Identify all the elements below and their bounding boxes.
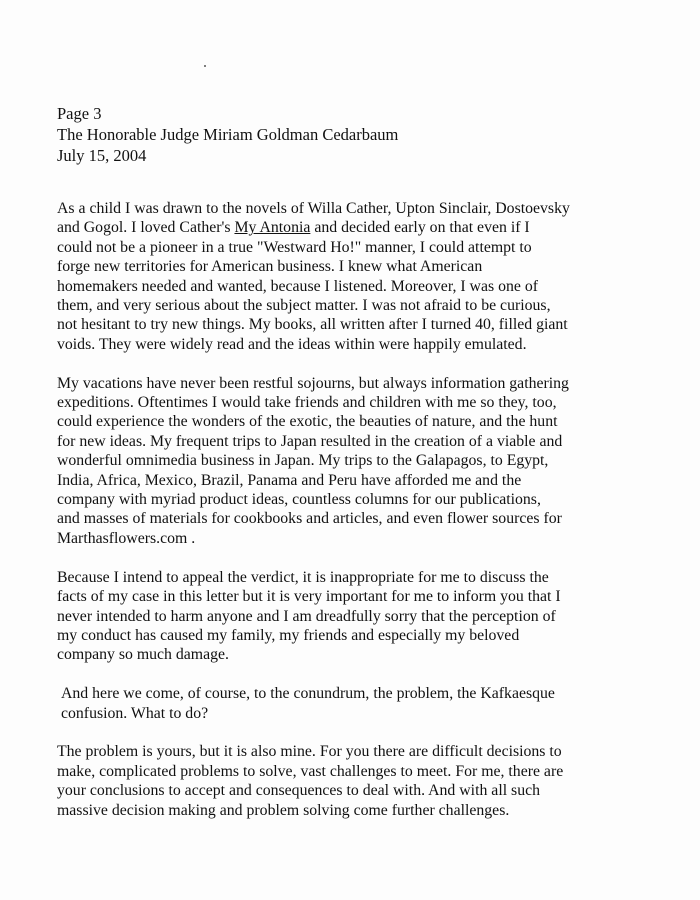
text-line: and masses of materials for cookbooks and articles, and even flower sources for bbox=[57, 510, 562, 528]
text-line: never intended to harm anyone and I am dreadfully sorry that the perception of bbox=[57, 607, 556, 625]
text-line: wonderful omnimedia business in Japan. My trips to the Galapagos, to Egypt, bbox=[57, 452, 549, 470]
text-line: company with myriad product ideas, countless columns for our publications, bbox=[57, 491, 541, 509]
text-line: could not be a pioneer in a true "Westward Ho!" manner, I could attempt to bbox=[57, 238, 532, 256]
text-line: India, Africa, Mexico, Brazil, Panama and Peru have afforded me and the bbox=[57, 471, 522, 489]
recipient-line: The Honorable Judge Miriam Goldman Cedarbaum bbox=[57, 125, 399, 144]
text-line: company so much damage. bbox=[57, 646, 229, 664]
text-line: expeditions. Oftentimes I would take friends and children with me so they, too, bbox=[57, 394, 557, 412]
book-title: My Antonia bbox=[234, 219, 311, 237]
letter-body bbox=[57, 199, 667, 839]
text-line: could experience the wonders of the exotic, the beauties of nature, and the hunt bbox=[57, 413, 558, 431]
text-line: make, complicated problems to solve, vast challenges to meet. For me, there are bbox=[57, 762, 564, 780]
text-line: voids. They were widely read and the ideas within were happily emulated. bbox=[57, 335, 527, 353]
text-line: your conclusions to accept and consequences to deal with. And with all such bbox=[57, 782, 541, 800]
paragraph-5 bbox=[57, 742, 667, 820]
text-line: Marthasflowers.com . bbox=[57, 529, 196, 547]
scan-speck bbox=[204, 65, 206, 67]
text-segment: and Gogol. I loved Cather's bbox=[57, 219, 235, 237]
paragraph-1 bbox=[57, 199, 667, 354]
page-number: Page 3 bbox=[57, 104, 102, 123]
text-line: Because I intend to appeal the verdict, it is inappropriate for me to discuss the bbox=[57, 568, 549, 586]
text-line: And here we come, of course, to the conundrum, the problem, the Kafkaesque bbox=[61, 685, 555, 703]
letter-date: July 15, 2004 bbox=[57, 146, 147, 165]
paragraph-2 bbox=[57, 374, 667, 549]
text-line: The problem is yours, but it is also mine. For you there are difficult decisions to bbox=[57, 743, 562, 761]
paragraph-4 bbox=[57, 684, 667, 723]
letter-header bbox=[57, 103, 398, 166]
text-line: massive decision making and problem solving come further challenges. bbox=[57, 801, 510, 819]
text-line: them, and very serious about the subject matter. I was not afraid to be curious, bbox=[57, 297, 551, 315]
text-line bbox=[57, 218, 667, 237]
text-line: my conduct has caused my family, my friends and especially my beloved bbox=[57, 626, 520, 644]
paragraph-3 bbox=[57, 568, 667, 665]
text-line: facts of my case in this letter but it is very important for me to inform you that I bbox=[57, 588, 561, 606]
text-line: forge new territories for American business. I knew what American bbox=[57, 258, 483, 276]
text-line: As a child I was drawn to the novels of Willa Cather, Upton Sinclair, Dostoevsky bbox=[57, 200, 570, 217]
text-segment: and decided early on that even if I bbox=[310, 219, 530, 237]
text-line: for new ideas. My frequent trips to Japan resulted in the creation of a viable and bbox=[57, 432, 563, 450]
text-line: homemakers needed and wanted, because I listened. Moreover, I was one of bbox=[57, 277, 538, 295]
text-line: not hesitant to try new things. My books, all written after I turned 40, filled giant bbox=[57, 316, 568, 334]
text-line: confusion. What to do? bbox=[61, 704, 209, 722]
text-line: My vacations have never been restful sojourns, but always information gathering bbox=[57, 374, 569, 392]
